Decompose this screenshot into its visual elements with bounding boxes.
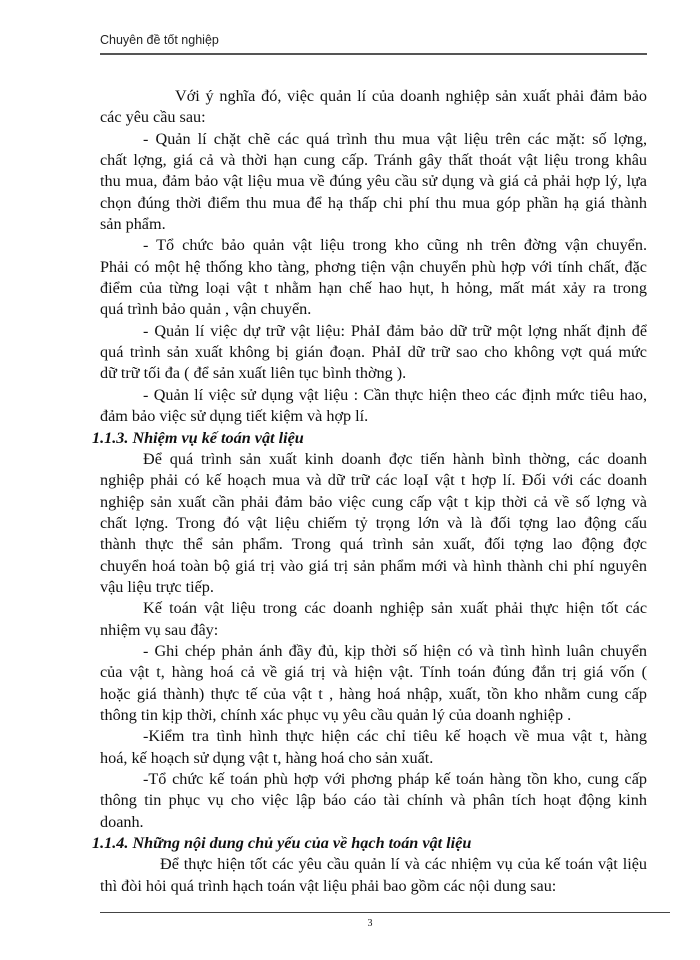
text-line: đảm bảo việc sử dụng tiết kiệm và hợp lí. (100, 407, 369, 426)
text-line: thông tin phục vụ cho việc lập báo cáo tài chính và phân tích hoạt động kinh (100, 791, 647, 810)
paragraph (100, 641, 647, 726)
text-line: Kế toán vật liệu trong các doanh nghiệp sản xuất phải thực hiện tốt các (143, 599, 647, 618)
text-line: doanh. (100, 812, 144, 831)
text-line: - Quản lí việc sử dụng vật liệu : Cần thực hiện theo các định mức tiêu hao, (143, 385, 647, 404)
paragraph (100, 129, 647, 236)
text-line: Để thực hiện tốt các yêu cầu quản lí và các nhiệm vụ của kế toán vật liệu (160, 855, 647, 874)
section-heading (92, 833, 647, 854)
text-line: sản phẩm. (100, 215, 166, 234)
text-line: của vật t, hàng hoá cả về giá trị và hiện vật. Tính toán đúng đắn trị giá vốn ( (100, 663, 647, 682)
running-header: Chuyên đề tốt nghiệp (100, 33, 219, 47)
paragraph (100, 854, 647, 897)
page-number: 3 (367, 918, 373, 929)
text-line: thì đòi hỏi quá trình hạch toán vật liệu phải bao gồm các nội dung sau: (100, 876, 557, 895)
text-line: - Ghi chép phản ánh đầy đủ, kịp thời số hiện có và tình hình luân chuyển (143, 641, 647, 660)
text-line: - Tổ chức bảo quản vật liệu trong kho cũng nh trên đờng vận chuyển. (143, 236, 647, 255)
text-line: Phải có một hệ thống kho tàng, phơng tiện vận chuyển phù hợp với tính chất, đặc (100, 257, 647, 276)
text-line: Để quá trình sản xuất kinh doanh đợc tiến hành bình thờng, các doanh (143, 449, 647, 468)
text-line: thông tin kịp thời, chính xác phục vụ yêu cầu quản lý của doanh nghiệp . (100, 705, 572, 724)
text-line: chuyển hoá toàn bộ giá trị vào giá trị sản phẩm mới và hình thành chi phí nguyên (100, 556, 647, 575)
paragraph (100, 769, 647, 833)
document-body (92, 86, 647, 897)
text-line: -Tổ chức kế toán phù hợp với phơng pháp kế toán hàng tồn kho, cung cấp (143, 770, 647, 788)
section-heading (92, 428, 647, 449)
paragraph (100, 726, 647, 769)
text-line: dữ trữ tối đa ( để sản xuất liên tục bình thờng ). (100, 364, 407, 383)
text-line: hoặc giá thành) thực tế của vật t , hàng hoá nhập, xuất, tồn kho nhằm cung cấp (100, 684, 647, 703)
text-line: quá trình sản xuất không bị gián đoạn. PhảI dữ trữ sao cho không vợt quá mức (100, 343, 647, 362)
heading-text: 1.1.3. Nhiệm vụ kế toán vật liệu (92, 428, 304, 447)
text-line: chất lợng. Trong đó vật liệu chiếm tỷ trọng lớn và là đối tợng lao động cấu (100, 513, 647, 532)
text-line: nhiệm vụ sau đây: (100, 620, 219, 639)
paragraph (100, 235, 647, 320)
paragraph (100, 449, 647, 598)
text-line: -Kiểm tra tình hình thực hiện các chỉ tiêu kế hoạch về mua vật t, hàng (143, 727, 647, 746)
text-line: - Quản lí chặt chẽ các quá trình thu mua vật liệu trên các mặt: số lợng, (143, 129, 647, 148)
text-line: chọn đúng thời điểm thu mua để hạ thấp chi phí thu mua góp phần hạ giá thành (100, 193, 647, 212)
text-line: nghiệp sản xuất cần phải đảm bảo việc cung cấp vật t kịp thời cả về số lợng và (100, 492, 647, 511)
text-line: điểm của từng loại vật t nhằm hạn chế hao hụt, h hỏng, mất mát xảy ra trong (100, 279, 647, 298)
text-line: hoá, kế hoạch sử dụng vật t, hàng hoá cho sản xuất. (100, 748, 434, 767)
paragraph (100, 86, 647, 129)
text-line: chất lợng, giá cả và thời hạn cung cấp. Tránh gây thất thoát vật liệu trong khâu (100, 151, 647, 170)
paragraph (100, 385, 647, 428)
text-line: - Quản lí việc dự trữ vật liệu: PhảI đảm bảo dữ trữ một lợng nhất định để (143, 321, 647, 340)
paragraph (100, 321, 647, 385)
text-line: nghiệp phải có kế hoạch mua và dữ trữ các loạI vật t hợp lí. Đối với các doanh (100, 471, 647, 490)
text-line: thành thực thể sản phẩm. Trong quá trình sản xuất, đối tợng lao động đợc (100, 535, 647, 554)
text-line: thu mua, đảm bảo vật liệu mua về đúng yêu cầu sử dụng và giá cả phải hợp lý, lựa (100, 172, 647, 191)
paragraph (100, 598, 647, 641)
header-rule (100, 53, 647, 55)
footer-rule (100, 912, 670, 913)
text-line: Với ý nghĩa đó, việc quản lí của doanh nghiệp sản xuất phải đảm bảo (175, 87, 647, 105)
heading-text: 1.1.4. Những nội dung chủ yếu của về hạch toán vật liệu (92, 834, 472, 853)
text-line: quá trình bảo quản , vận chuyển. (100, 300, 312, 319)
text-line: vậu liệu trực tiếp. (100, 577, 214, 596)
text-line: các yêu cầu sau: (100, 108, 206, 127)
